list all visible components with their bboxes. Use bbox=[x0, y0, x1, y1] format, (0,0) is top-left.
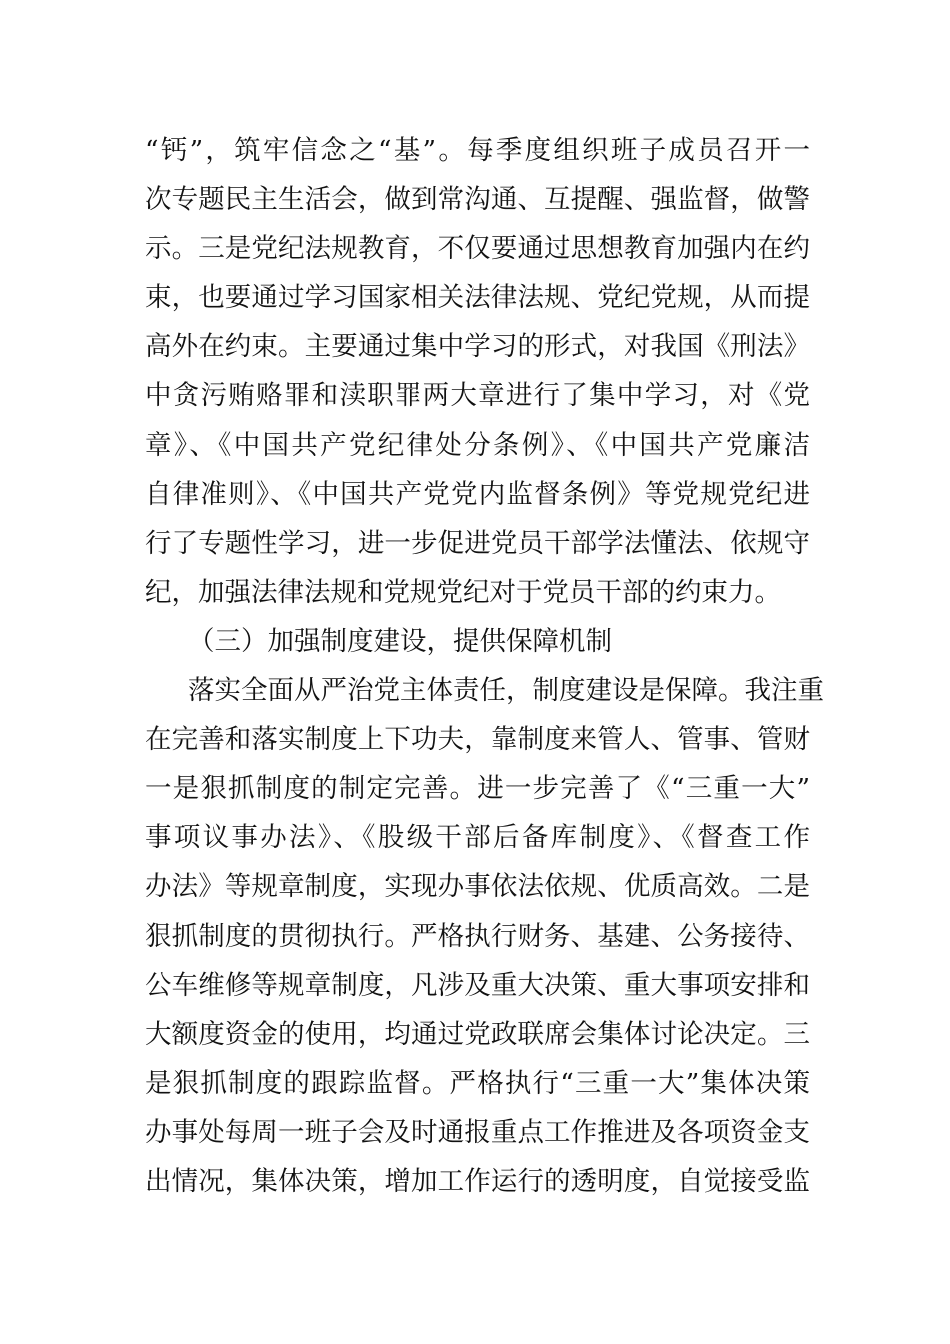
text-line: 示。三是党纪法规教育，不仅要通过思想教育加强内在约 bbox=[145, 233, 810, 265]
text-line: 出情况，集体决策，增加工作运行的透明度，自觉接受监 bbox=[145, 1165, 810, 1197]
text-line: 束，也要通过学习国家相关法律法规、党纪党规，从而提 bbox=[145, 282, 810, 314]
text-line: 落实全面从严治党主体责任，制度建设是保障。我注重 bbox=[188, 675, 824, 707]
text-line: 高外在约束。主要通过集中学习的形式，对我国《刑法》 bbox=[145, 331, 810, 363]
text-line: 次专题民主生活会，做到常沟通、互提醒、强监督，做警 bbox=[145, 184, 810, 216]
text-line: 行了专题性学习，进一步促进党员干部学法懂法、依规守 bbox=[145, 527, 810, 559]
text-line: 中贪污贿赂罪和渎职罪两大章进行了集中学习，对《党 bbox=[145, 380, 810, 412]
text-line: 办事处每周一班子会及时通报重点工作推进及各项资金支 bbox=[145, 1116, 810, 1148]
text-line: 纪，加强法律法规和党规党纪对于党员干部的约束力。 bbox=[145, 576, 781, 608]
document-body bbox=[145, 126, 824, 1206]
text-line: 事项议事办法》、《股级干部后备库制度》、《督查工作 bbox=[145, 822, 810, 854]
text-line: “钙”，筑牢信念之“基”。每季度组织班子成员召开一 bbox=[145, 135, 810, 166]
text-line: 大额度资金的使用，均通过党政联席会集体讨论决定。三 bbox=[145, 1018, 810, 1050]
text-line: 在完善和落实制度上下功夫，靠制度来管人、管事、管财 bbox=[145, 724, 810, 756]
text-line: 一是狠抓制度的制定完善。进一步完善了《“三重一大” bbox=[145, 773, 810, 805]
text-line: 狠抓制度的贯彻执行。严格执行财务、基建、公务接待、 bbox=[145, 920, 810, 952]
text-line: 办法》等规章制度，实现办事依法依规、优质高效。二是 bbox=[145, 871, 810, 903]
section-heading: （三）加强制度建设，提供保障机制 bbox=[188, 625, 612, 657]
text-line: 是狠抓制度的跟踪监督。严格执行“三重一大”集体决策 bbox=[145, 1067, 810, 1099]
text-line: 自律准则》、《中国共产党党内监督条例》等党规党纪进 bbox=[145, 478, 810, 510]
text-line: 章》、《中国共产党纪律处分条例》、《中国共产党廉洁 bbox=[145, 429, 810, 461]
text-line: 公车维修等规章制度，凡涉及重大决策、重大事项安排和 bbox=[145, 969, 810, 1001]
